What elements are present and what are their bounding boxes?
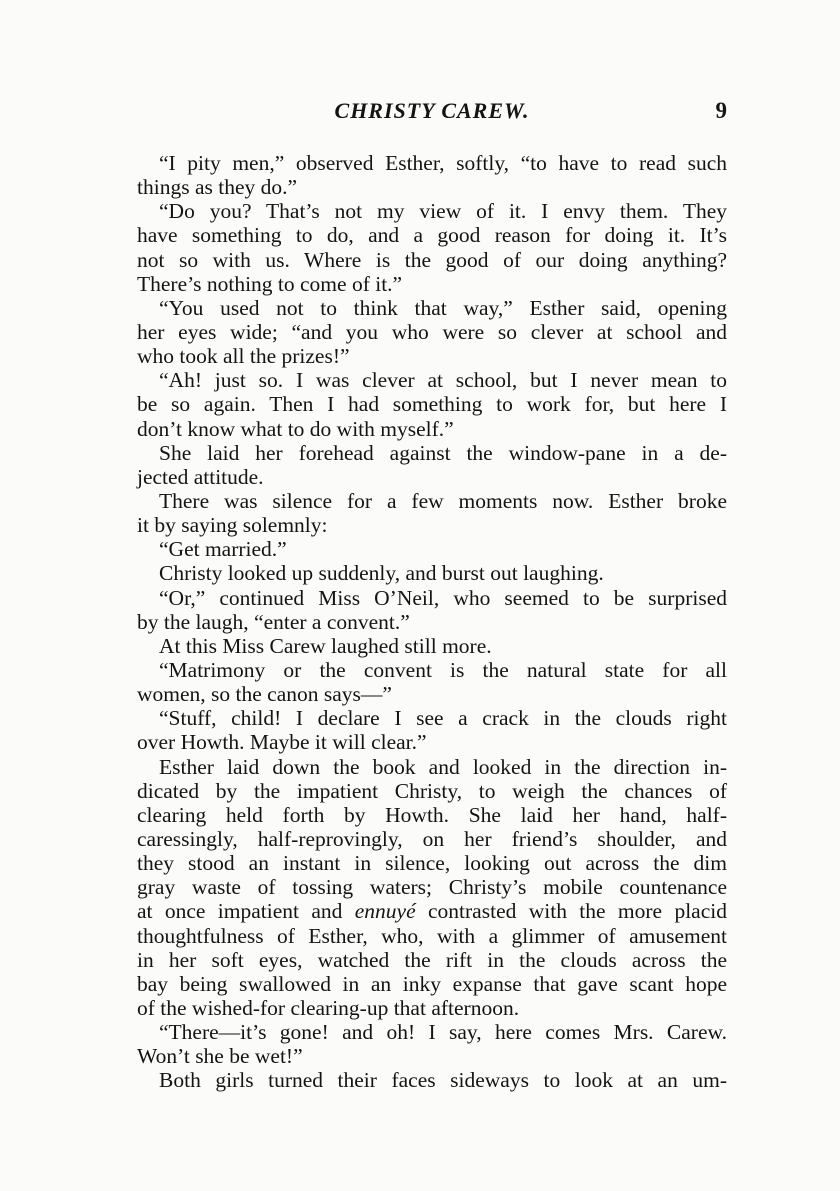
text-line: gray waste of tossing waters; Christy’s mobile countenance (137, 875, 727, 900)
text-line: jected attitude. (137, 464, 264, 489)
text-line: things as they do.” (137, 175, 298, 200)
text-line: “Get married.” (159, 537, 287, 562)
text-line: they stood an instant in silence, looking out across the dim (137, 851, 727, 876)
text-line: not so with us. Where is the good of our doing anything? (137, 247, 727, 272)
running-title: CHRISTY CAREW. (334, 98, 530, 123)
text-line: of the wished-for clearing-up that afternoon. (137, 995, 520, 1020)
text-line: There was silence for a few moments now. Esther broke (159, 488, 727, 513)
body-text (137, 151, 727, 1092)
text-line: at once impatient and ennuyé contrasted with the more placid (137, 899, 727, 924)
text-line: thoughtfulness of Esther, who, with a glimmer of amusement (137, 923, 727, 948)
text-line: don’t know what to do with myself.” (137, 416, 454, 441)
text-line: by the laugh, “enter a convent.” (137, 609, 410, 634)
text-line: caressingly, half-reprovingly, on her friend’s shoulder, and (137, 826, 727, 851)
text-line: who took all the prizes!” (137, 344, 350, 369)
text-line: Christy looked up suddenly, and burst out laughing. (159, 561, 604, 586)
text-line: dicated by the impatient Christy, to weigh the chances of (137, 778, 727, 803)
text-line: in her soft eyes, watched the rift in the clouds across the (137, 947, 727, 972)
text-line: “Matrimony or the convent is the natural state for all (159, 657, 727, 682)
text-line: be so again. Then I had something to work for, but here I (137, 392, 727, 417)
italic-word: ennuyé (354, 899, 416, 924)
text-line: have something to do, and a good reason for doing it. It’s (137, 223, 727, 248)
text-line: “Stuff, child! I declare I see a crack in the clouds right (159, 706, 727, 731)
text-line: over Howth. Maybe it will clear.” (137, 730, 427, 755)
text-line: “I pity men,” observed Esther, softly, “to have to read such (159, 151, 727, 175)
text-line: “Do you? That’s not my view of it. I envy them. They (159, 199, 727, 224)
text-line: women, so the canon says—” (137, 682, 392, 707)
text-line: “Or,” continued Miss O’Neil, who seemed to be surprised (159, 585, 727, 610)
text-line: At this Miss Carew laughed still more. (159, 633, 492, 658)
text-line: Esther laid down the book and looked in the direction in- (159, 754, 727, 779)
text-line: “Ah! just so. I was clever at school, but I never mean to (159, 368, 727, 393)
text-line: “There—it’s gone! and oh! I say, here comes Mrs. Carew. (159, 1020, 727, 1045)
text-line: Both girls turned their faces sideways to look at an um- (159, 1068, 727, 1093)
text-line: Won’t she be wet!” (137, 1044, 303, 1069)
text-line: her eyes wide; “and you who were so clever at school and (137, 319, 727, 344)
page-number: 9 (715, 98, 727, 123)
text-line: clearing held forth by Howth. She laid her hand, half- (137, 802, 727, 827)
text-line: it by saying solemnly: (137, 513, 328, 538)
text-line: “You used not to think that way,” Esther said, opening (159, 295, 727, 320)
text-line: There’s nothing to come of it.” (137, 271, 403, 296)
text-line: bay being swallowed in an inky expanse that gave scant hope (137, 971, 727, 996)
text-line: She laid her forehead against the window-pane in a de- (159, 440, 727, 465)
page-header (137, 98, 727, 128)
